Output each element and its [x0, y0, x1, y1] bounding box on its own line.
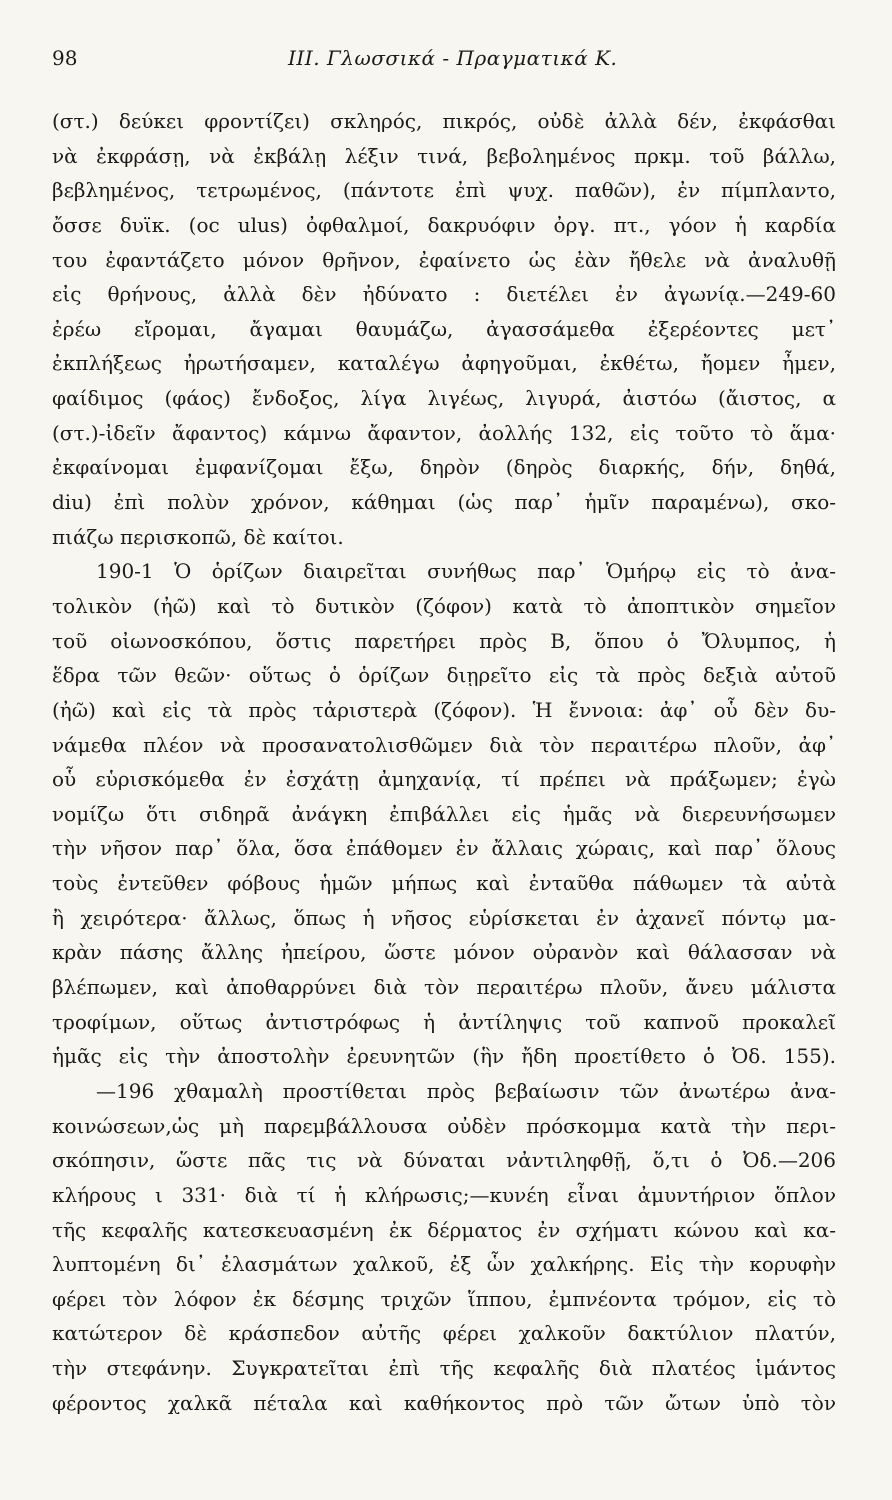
text-line: τολικὸν (ἠῶ) καὶ τὸ δυτικὸν (ζόφον) κατὰ τὸ ἀποπτικὸν σημεῖον — [52, 593, 836, 618]
text-line: ἕδρα τῶν θεῶν· οὕτως ὁ ὁρίζων διῃρεῖτο εἰς τὰ πρὸς δεξιὰ αὐτοῦ — [52, 663, 836, 688]
text-line: βεβλημένος, τετρωμένος, (πάντοτε ἐπὶ ψυχ. παθῶν), ἐν πίμπλαντο, — [52, 178, 836, 203]
text-line: κρὰν πάσης ἄλλης ἠπείρου, ὥστε μόνον οὐρανὸν καὶ θάλασσαν νὰ — [52, 940, 836, 965]
text-line: φαίδιμος (φάος) ἔνδοξος, λίγα λιγέως, λιγυρά, ἀιστόω (ἄιστος, α — [52, 386, 836, 411]
text-line: κοινώσεων,ὡς μὴ παρεμβάλλουσα οὐδὲν πρόσκομμα κατὰ τὴν περι- — [52, 1113, 836, 1138]
text-line: νάμεθα πλέον νὰ προσανατολισθῶμεν διὰ τὸν περαιτέρω πλοῦν, ἀφ᾽ — [52, 732, 836, 757]
text-line: τῆς κεφαλῆς κατεσκευασμένη ἐκ δέρματος ἐν σχήματι κώνου καὶ κα- — [52, 1217, 836, 1242]
text-line: του ἐφαντάζετο μόνον θρῆνον, ἐφαίνετο ὡς ἐὰν ἤθελε νὰ ἀναλυθῇ — [52, 247, 836, 272]
text-line: σκόπησιν, ὥστε πᾶς τις νὰ δύναται νἀντιληφθῇ, ὅ,τι ὁ Ὀδ.—206 — [52, 1148, 836, 1173]
text-line: (στ.) δεύκει φροντίζει) σκληρός, πικρός, οὐδὲ ἀλλὰ δέν, ἐκφάσθαι — [52, 109, 836, 133]
text-line: φέρει τὸν λόφον ἐκ δέσμης τριχῶν ἵππου, ἐμπνέοντα τρόμον, εἰς τὸ — [52, 1286, 836, 1311]
text-line: εἰς θρήνους, ἀλλὰ δὲν ἠδύνατο : διετέλει ἐν ἀγωνίᾳ.—249-60 — [52, 282, 836, 307]
text-line: τροφίμων, οὕτως ἀντιστρόφως ἡ ἀντίληψις τοῦ καπνοῦ προκαλεῖ — [52, 1009, 836, 1034]
text-line: (στ.)-ἰδεῖν ἄφαντος) κάμνω ἄφαντον, ἀολλής 132, εἰς τοῦτο τὸ ἅμα· — [52, 420, 836, 445]
text-line: νομίζω ὅτι σιδηρᾶ ἀνάγκη ἐπιβάλλει εἰς ἡμᾶς νὰ διερευνήσωμεν — [52, 801, 836, 826]
page-number: 98 — [52, 46, 78, 70]
text-line: τὴν στεφάνην. Συγκρατεῖται ἐπὶ τῆς κεφαλῆς διὰ πλατέος ἱμάντος — [52, 1356, 836, 1381]
text-line: 190-1 Ὁ ὁρίζων διαιρεῖται συνήθως παρ᾽ Ὁμήρῳ εἰς τὸ ἀνα- — [96, 559, 836, 584]
text-line: νὰ ἐκφράσῃ, νὰ ἐκβάλῃ λέξιν τινά, βεβολημένος πρκμ. τοῦ βάλλω, — [52, 143, 836, 168]
running-title: III. Γλωσσικά - Πραγματικά Κ. — [288, 46, 618, 70]
running-head — [0, 46, 892, 76]
text-line: πιάζω περισκοπῶ, δὲ καίτοι. — [52, 524, 344, 549]
text-line: κλήρους ι 331· διὰ τί ἡ κλήρωσις;—κυνέη εἶναι ἀμυντήριον ὅπλον — [52, 1182, 836, 1207]
text-line: τοὺς ἐντεῦθεν φόβους ἡμῶν μήπως καὶ ἐνταῦθα πάθωμεν τὰ αὐτὰ — [52, 871, 836, 896]
text-line: τὴν νῆσον παρ᾽ ὅλα, ὅσα ἐπάθομεν ἐν ἄλλαις χώραις, καὶ παρ᾽ ὅλους — [52, 836, 836, 861]
text-line: ἐκφαίνομαι ἐμφανίζομαι ἔξω, δηρὸν (δηρὸς διαρκής, δήν, δηθά, — [52, 455, 836, 480]
text-line: diu) ἐπὶ πολὺν χρόνον, κάθημαι (ὡς παρ᾽ ἡμῖν παραμένω), σκο- — [52, 490, 836, 515]
text-line: (ἠῶ) καὶ εἰς τὰ πρὸς τἀριστερὰ (ζόφον). Ἡ ἔννοια: ἀφ᾽ οὗ δὲν δυ- — [52, 697, 836, 722]
text-line: ἡμᾶς εἰς τὴν ἀποστολὴν ἐρευνητῶν (ἣν ἤδη προετίθετο ὁ Ὀδ. 155). — [52, 1044, 836, 1069]
text-line: οὗ εὑρισκόμεθα ἐν ἐσχάτῃ ἀμηχανίᾳ, τί πρέπει νὰ πράξωμεν; ἐγὼ — [52, 767, 836, 792]
text-line: ἢ χειρότερα· ἄλλως, ὅπως ἡ νῆσος εὑρίσκεται ἐν ἀχανεῖ πόντῳ μα- — [52, 905, 836, 930]
text-line: τοῦ οἰωνοσκόπου, ὅστις παρετήρει πρὸς Β, ὅπου ὁ Ὄλυμπος, ἡ — [52, 628, 836, 653]
text-line: φέροντος χαλκᾶ πέταλα καὶ καθήκοντος πρὸ τῶν ὤτων ὑπὸ τὸν — [52, 1390, 836, 1415]
text-line: κατώτερον δὲ κράσπεδον αὐτῆς φέρει χαλκοῦν δακτύλιον πλατύν, — [52, 1321, 836, 1346]
text-line: —196 χθαμαλὴ προστίθεται πρὸς βεβαίωσιν τῶν ἀνωτέρω ἀνα- — [96, 1078, 836, 1103]
text-line: ἐκπλήξεως ἠρωτήσαμεν, καταλέγω ἀφηγοῦμαι, ἐκθέτω, ἤομεν ἦμεν, — [52, 351, 836, 376]
text-line: ὄσσε δυϊκ. (oc ulus) ὀφθαλμοί, δακρυόφιν ὀργ. πτ., γόον ἡ καρδία — [52, 212, 836, 237]
text-line: βλέπωμεν, καὶ ἀποθαρρύνει διὰ τὸν περαιτέρω πλοῦν, ἄνευ μάλιστα — [52, 975, 836, 1000]
commentary-text — [52, 104, 836, 1420]
text-line: λυπτομένη δι᾽ ἐλασμάτων χαλκοῦ, ἐξ ὧν χαλκήρης. Εἰς τὴν κορυφὴν — [52, 1252, 836, 1277]
text-line: ἐρέω εἴρομαι, ἄγαμαι θαυμάζω, ἀγασσάμεθα ἐξερέοντες μετ᾽ — [52, 316, 836, 341]
